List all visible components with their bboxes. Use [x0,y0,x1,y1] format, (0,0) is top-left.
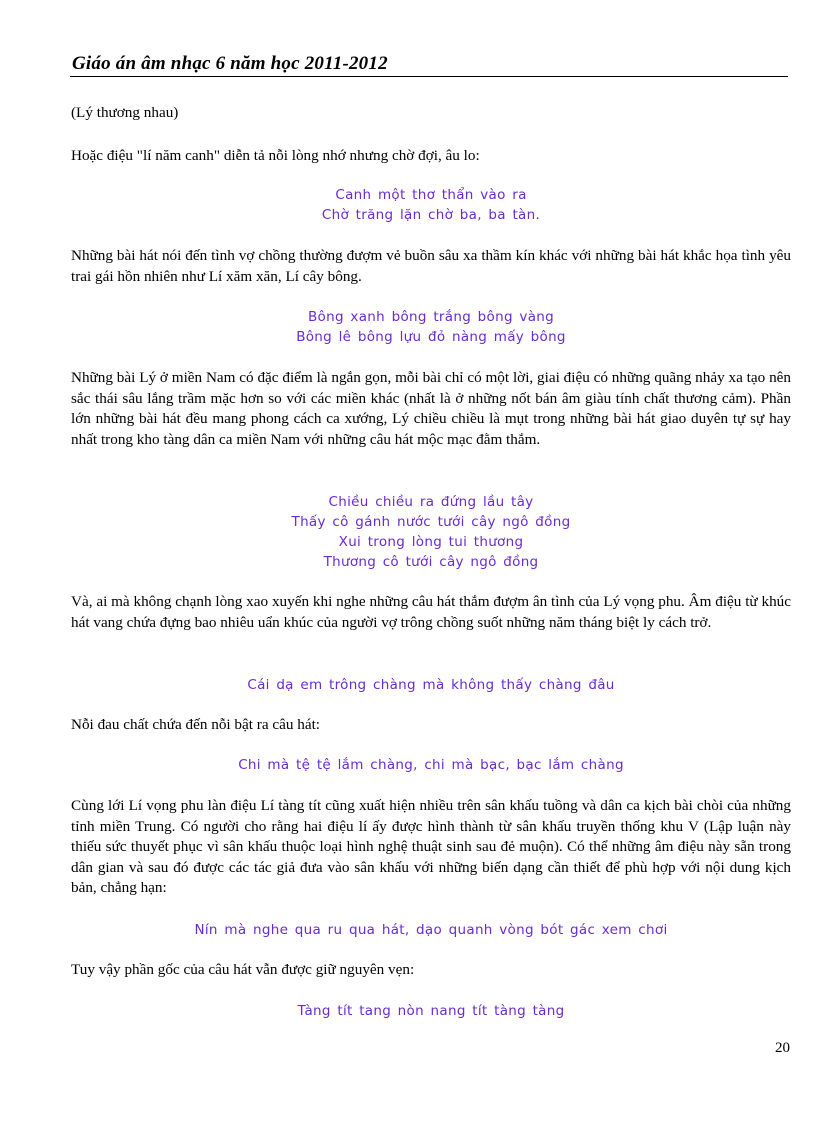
verse-line: Chiều chiều ra đứng lầu tây [328,494,534,510]
verse-chieu-chieu [71,492,791,572]
verse-line: Nín mà nghe qua ru qua hát, dạo quanh vòng bót gác xem chơi [194,922,668,938]
verse-cai-da-em [71,675,791,695]
paragraph-li-tang-tit: Cùng lới Lí vọng phu làn điệu Lí tàng tít cũng xuất hiện nhiều trên sân khấu tuồng và dân ca kịch bài chòi của những tỉnh miền Trung. Có người cho rằng hai điệu lí ấy được hình thành từ sân khấu truyền thống khu V (Lập luận này thiếu sức thuyết phục vì sân khấu thuộc loại hình nghệ thuật sinh sau đẻ muộn). Có thể những âm điệu này sẵn trong dân gian và sau đó được các tác giả đưa vào sân khấu với những biến dạng cần thiết để phù hợp với nội dung kịch bản, chẳng hạn: [71,797,791,896]
page-header-title: Giáo án âm nhạc 6 năm học 2011-2012 [72,53,388,74]
paragraph-southern-ly-songs: Những bài Lý ở miền Nam có đặc điểm là ngắn gọn, mỗi bài chỉ có một lời, giai điệu có những quãng nhảy xa tạo nên sắc thái sâu lắng trầm mặc hơn so với các miền khác (nhất là ở những nốt bán âm giàu tính chất thương cảm). Phần lớn những bài hát đều mang phong cách ca xướng, Lý chiều chiều là mụt trong những bài hát giao duyên tự sự hay nhất trong kho tàng dân ca miền Nam với những câu hát mộc mạc đằm thắm. [71,369,791,448]
verse-li-nam-canh [71,185,791,225]
paragraph-ly-vong-phu: Và, ai mà không chạnh lòng xao xuyến khi nghe những câu hát thắm đượm ân tình của Lý vọng phu. Âm điệu từ khúc hát vang chứa đựng bao nhiêu uẩn khúc của người vợ trông chồng suốt những năm tháng biệt ly cách trở. [71,593,791,631]
verse-tang-tit [71,1001,791,1021]
paragraph-phan-goc: Tuy vậy phần gốc của câu hát vẫn được giữ nguyên vẹn: [71,961,415,978]
verse-nin-ma-nghe [71,920,791,940]
verse-line: Thấy cô gánh nước tưới cây ngô đồng [291,514,571,530]
page-number: 20 [775,1040,790,1056]
header-divider [70,76,788,77]
verse-line: Chi mà tệ tệ lắm chàng, chi mà bạc, bạc lắm chàng [238,757,624,773]
paragraph-noi-dau: Nỗi đau chất chứa đến nỗi bật ra câu hát: [71,716,321,733]
verse-line: Bông xanh bông trắng bông vàng [307,309,554,325]
paragraph-li-nam-canh-intro: Hoặc điệu "lí năm canh" diễn tả nỗi lòng nhớ nhưng chờ đợi, âu lo: [71,147,480,164]
verse-line: Xui trong lòng tui thương [338,534,524,550]
verse-line: Bông lê bông lựu đỏ nàng mấy bông [296,329,566,345]
verse-line: Canh một thơ thẩn vào ra [335,187,527,203]
paragraph-husband-wife-songs: Những bài hát nói đến tình vợ chồng thường đượm vẻ buồn sâu xa thầm kín khác với những bài hát khắc họa tình yêu trai gái hồn nhiên như Lí xăm xăn, Lí cây bông. [71,247,791,285]
verse-bong-xanh [71,307,791,347]
verse-chi-ma-te [71,755,791,775]
verse-line: Thương cô tưới cây ngô đồng [323,554,539,570]
verse-line: Cái dạ em trông chàng mà không thấy chàng đâu [247,677,615,693]
verse-line: Chờ trăng lặn chờ ba, ba tàn. [321,207,541,223]
paragraph-song-title: (Lý thương nhau) [71,104,179,121]
verse-line: Tàng tít tang nòn nang tít tàng tàng [297,1003,565,1019]
